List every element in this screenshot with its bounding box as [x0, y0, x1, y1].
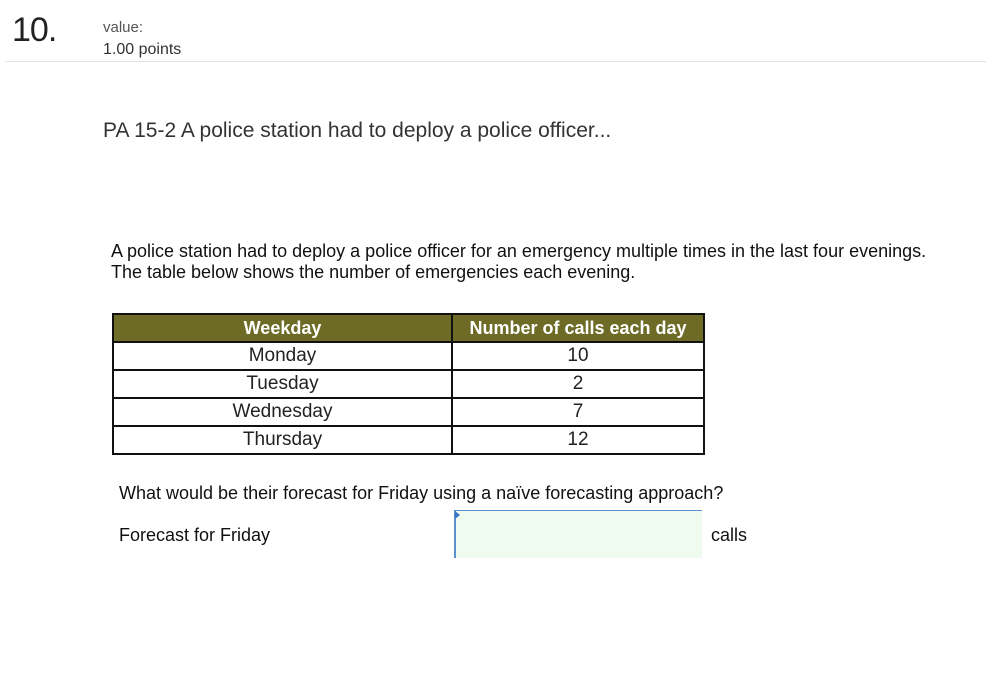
- weekday-cell: Monday: [113, 342, 452, 370]
- table-row: [113, 398, 704, 426]
- header-calls: Number of calls each day: [452, 314, 704, 342]
- question-number: 10.: [12, 11, 57, 49]
- calls-cell: 2: [452, 370, 704, 398]
- weekday-cell: Tuesday: [113, 370, 452, 398]
- answer-unit: calls: [711, 525, 748, 545]
- question-text: A police station had to deploy a police officer for an emergency multiple times in the last four evenings. The table below shows the number of emergencies each evening.: [111, 241, 927, 282]
- calls-cell: 12: [452, 426, 704, 454]
- table-header-row: [113, 314, 704, 342]
- calls-cell: 7: [452, 398, 704, 426]
- emergency-calls-table: [112, 313, 705, 455]
- forecast-question: What would be their forecast for Friday using a naïve forecasting approach?: [119, 483, 724, 503]
- answer-label: Forecast for Friday: [119, 525, 271, 545]
- points-value: 1.00 points: [103, 41, 182, 58]
- header-divider: [5, 61, 986, 62]
- weekday-cell: Thursday: [113, 426, 452, 454]
- forecast-answer-input[interactable]: [454, 510, 702, 558]
- calls-cell: 10: [452, 342, 704, 370]
- input-marker-icon: [455, 511, 460, 519]
- weekday-cell: Wednesday: [113, 398, 452, 426]
- table-row: [113, 426, 704, 454]
- header-weekday: Weekday: [113, 314, 452, 342]
- table-row: [113, 370, 704, 398]
- table-row: [113, 342, 704, 370]
- question-title: PA 15-2 A police station had to deploy a police officer...: [103, 119, 612, 142]
- value-label: value:: [103, 19, 144, 36]
